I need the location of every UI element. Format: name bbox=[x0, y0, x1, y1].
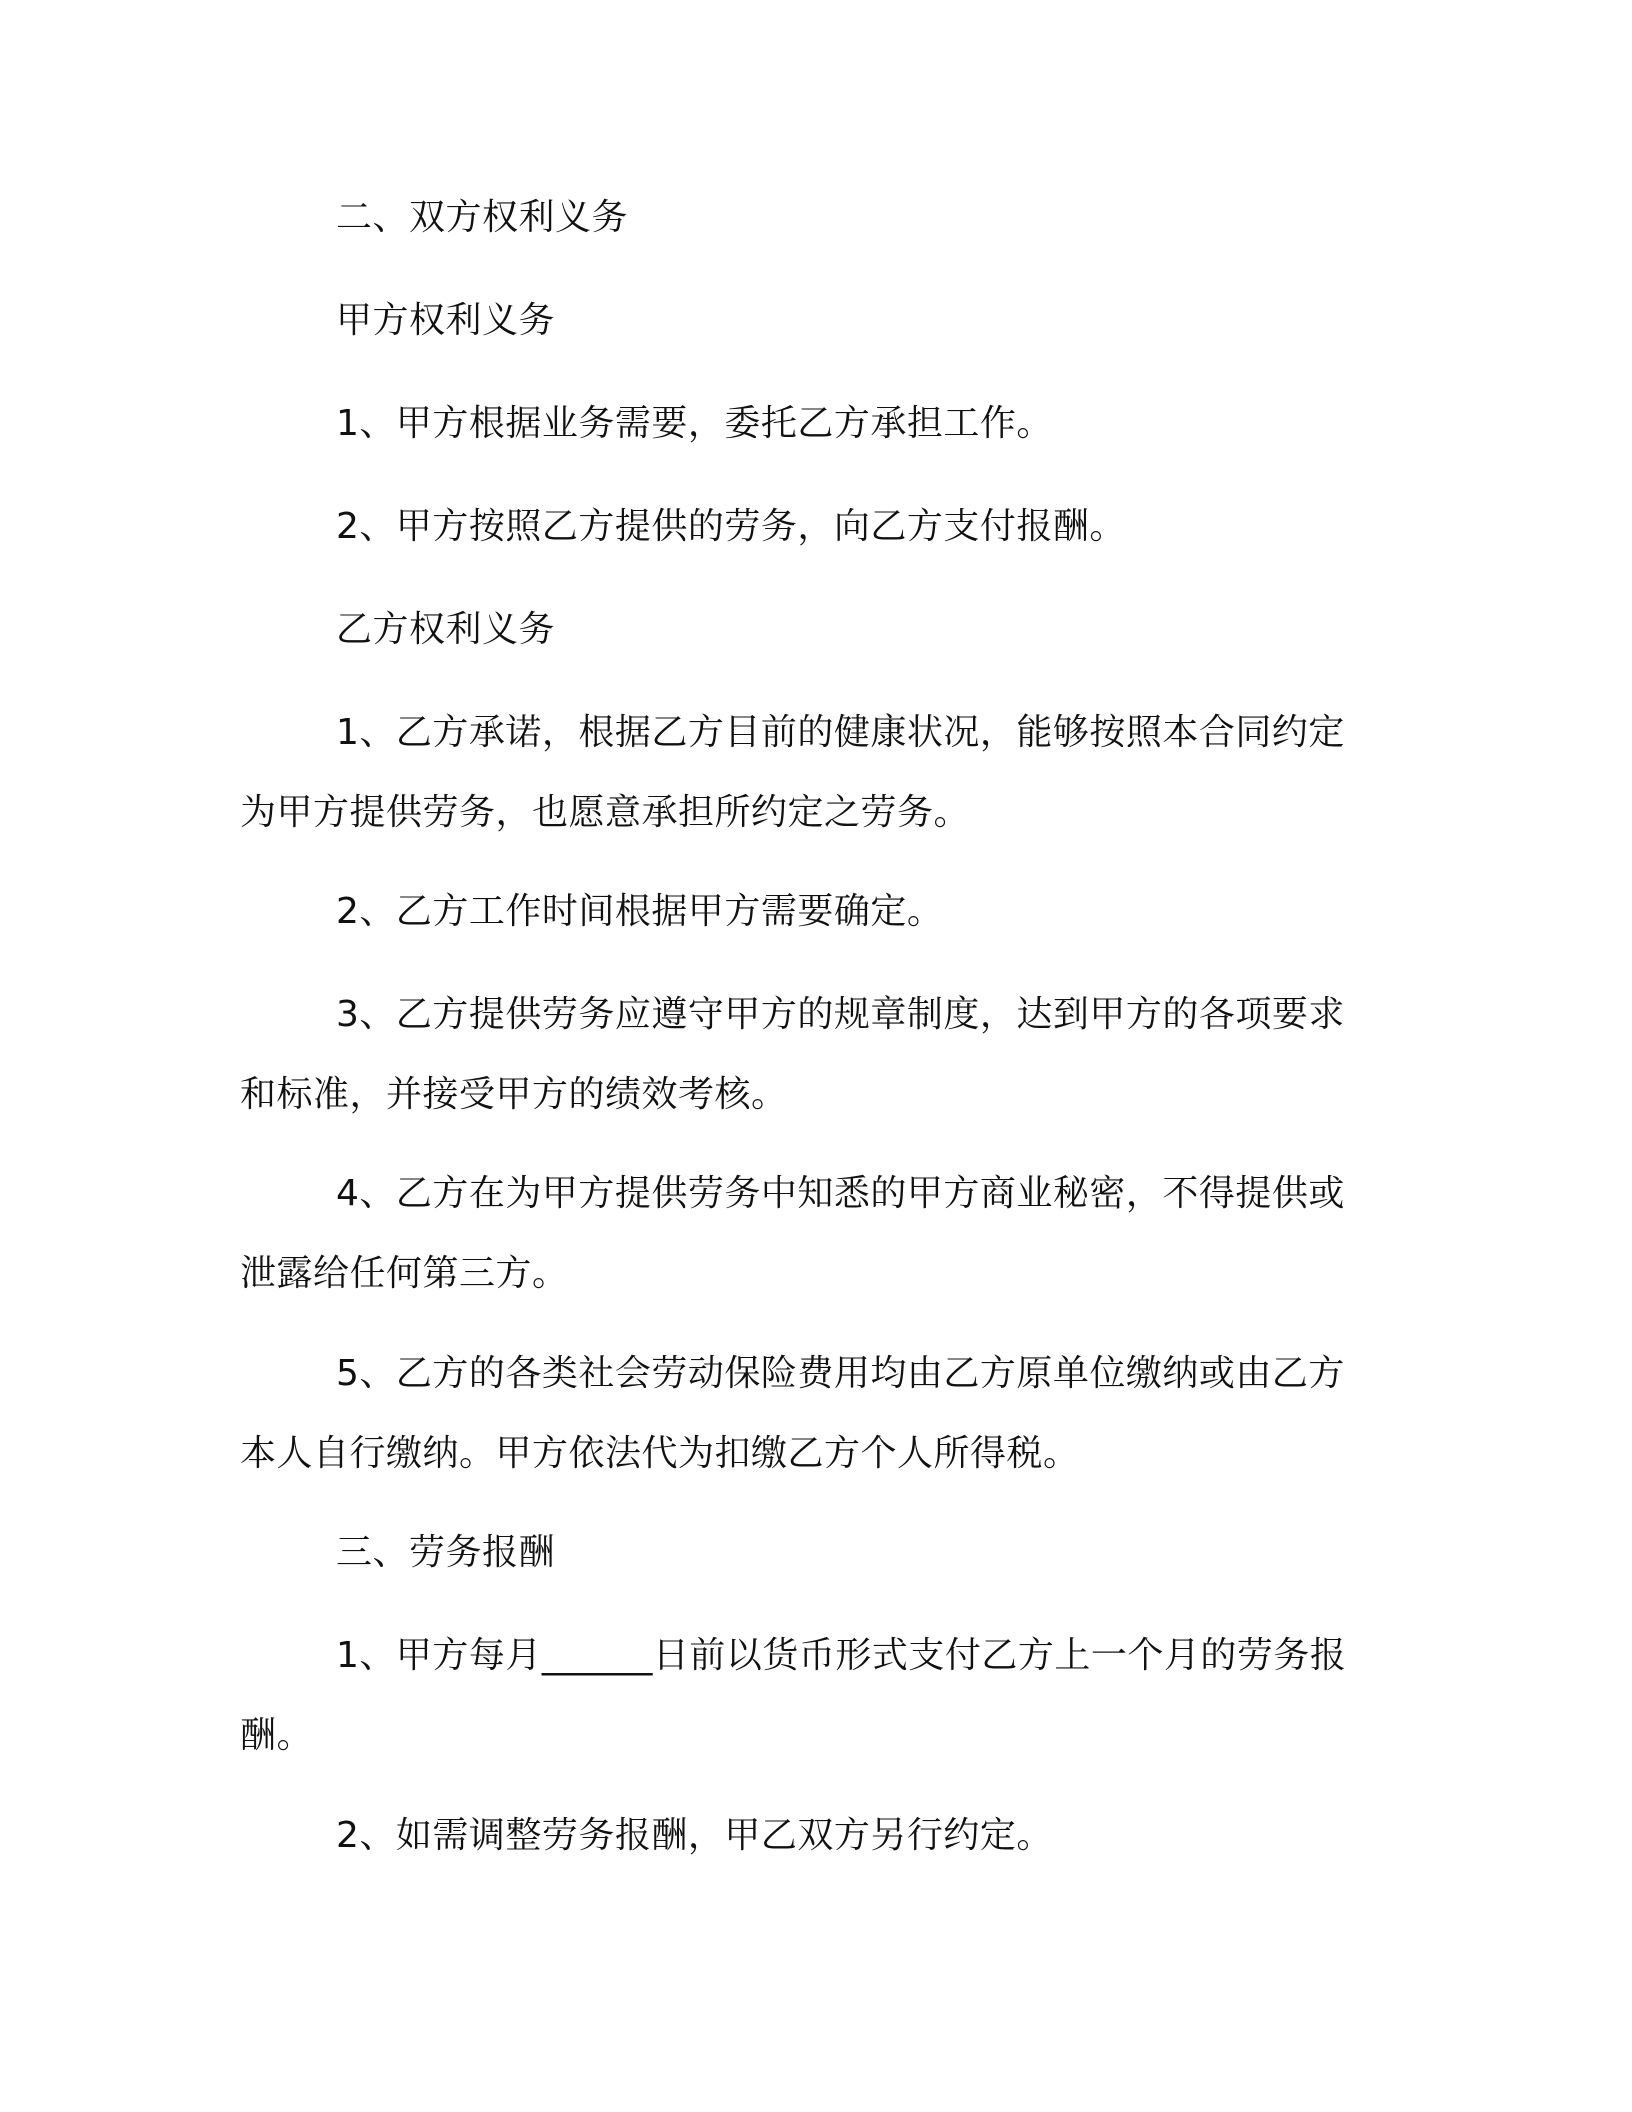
party-b-heading: 乙方权利义务 bbox=[336, 609, 556, 650]
section-heading-remuneration: 三、劳务报酬 bbox=[336, 1532, 556, 1573]
party-a-item-2: 2、甲方按照乙方提供的劳务，向乙方支付报酬。 bbox=[336, 506, 1126, 547]
party-b-item-4: 4、乙方在为甲方提供劳务中知悉的甲方商业秘密，不得提供或 泄露给任何第三方。 bbox=[240, 1173, 1345, 1294]
party-a-heading: 甲方权利义务 bbox=[336, 300, 556, 341]
remuneration-item-1: 1、甲方每月______日前以货币形式支付乙方上一个月的劳务报 酬。 bbox=[240, 1635, 1347, 1756]
remuneration-item-2: 2、如需调整劳务报酬，甲乙双方另行约定。 bbox=[336, 1815, 1053, 1856]
party-b-item-3: 3、乙方提供劳务应遵守甲方的规章制度，达到甲方的各项要求 和标准，并接受甲方的绩效考核。 bbox=[240, 994, 1345, 1115]
party-b-item-2: 2、乙方工作时间根据甲方需要确定。 bbox=[336, 891, 944, 932]
party-b-item-1: 1、乙方承诺，根据乙方目前的健康状况，能够按照本合同约定 为甲方提供劳务，也愿意承担所约定之劳务。 bbox=[240, 712, 1345, 833]
party-a-item-1: 1、甲方根据业务需要，委托乙方承担工作。 bbox=[336, 403, 1053, 444]
party-b-item-5: 5、乙方的各类社会劳动保险费用均由乙方原单位缴纳或由乙方 本人自行缴纳。甲方依法代为扣缴乙方个人所得税。 bbox=[240, 1353, 1345, 1474]
section-heading-rights-obligations: 二、双方权利义务 bbox=[336, 197, 629, 238]
